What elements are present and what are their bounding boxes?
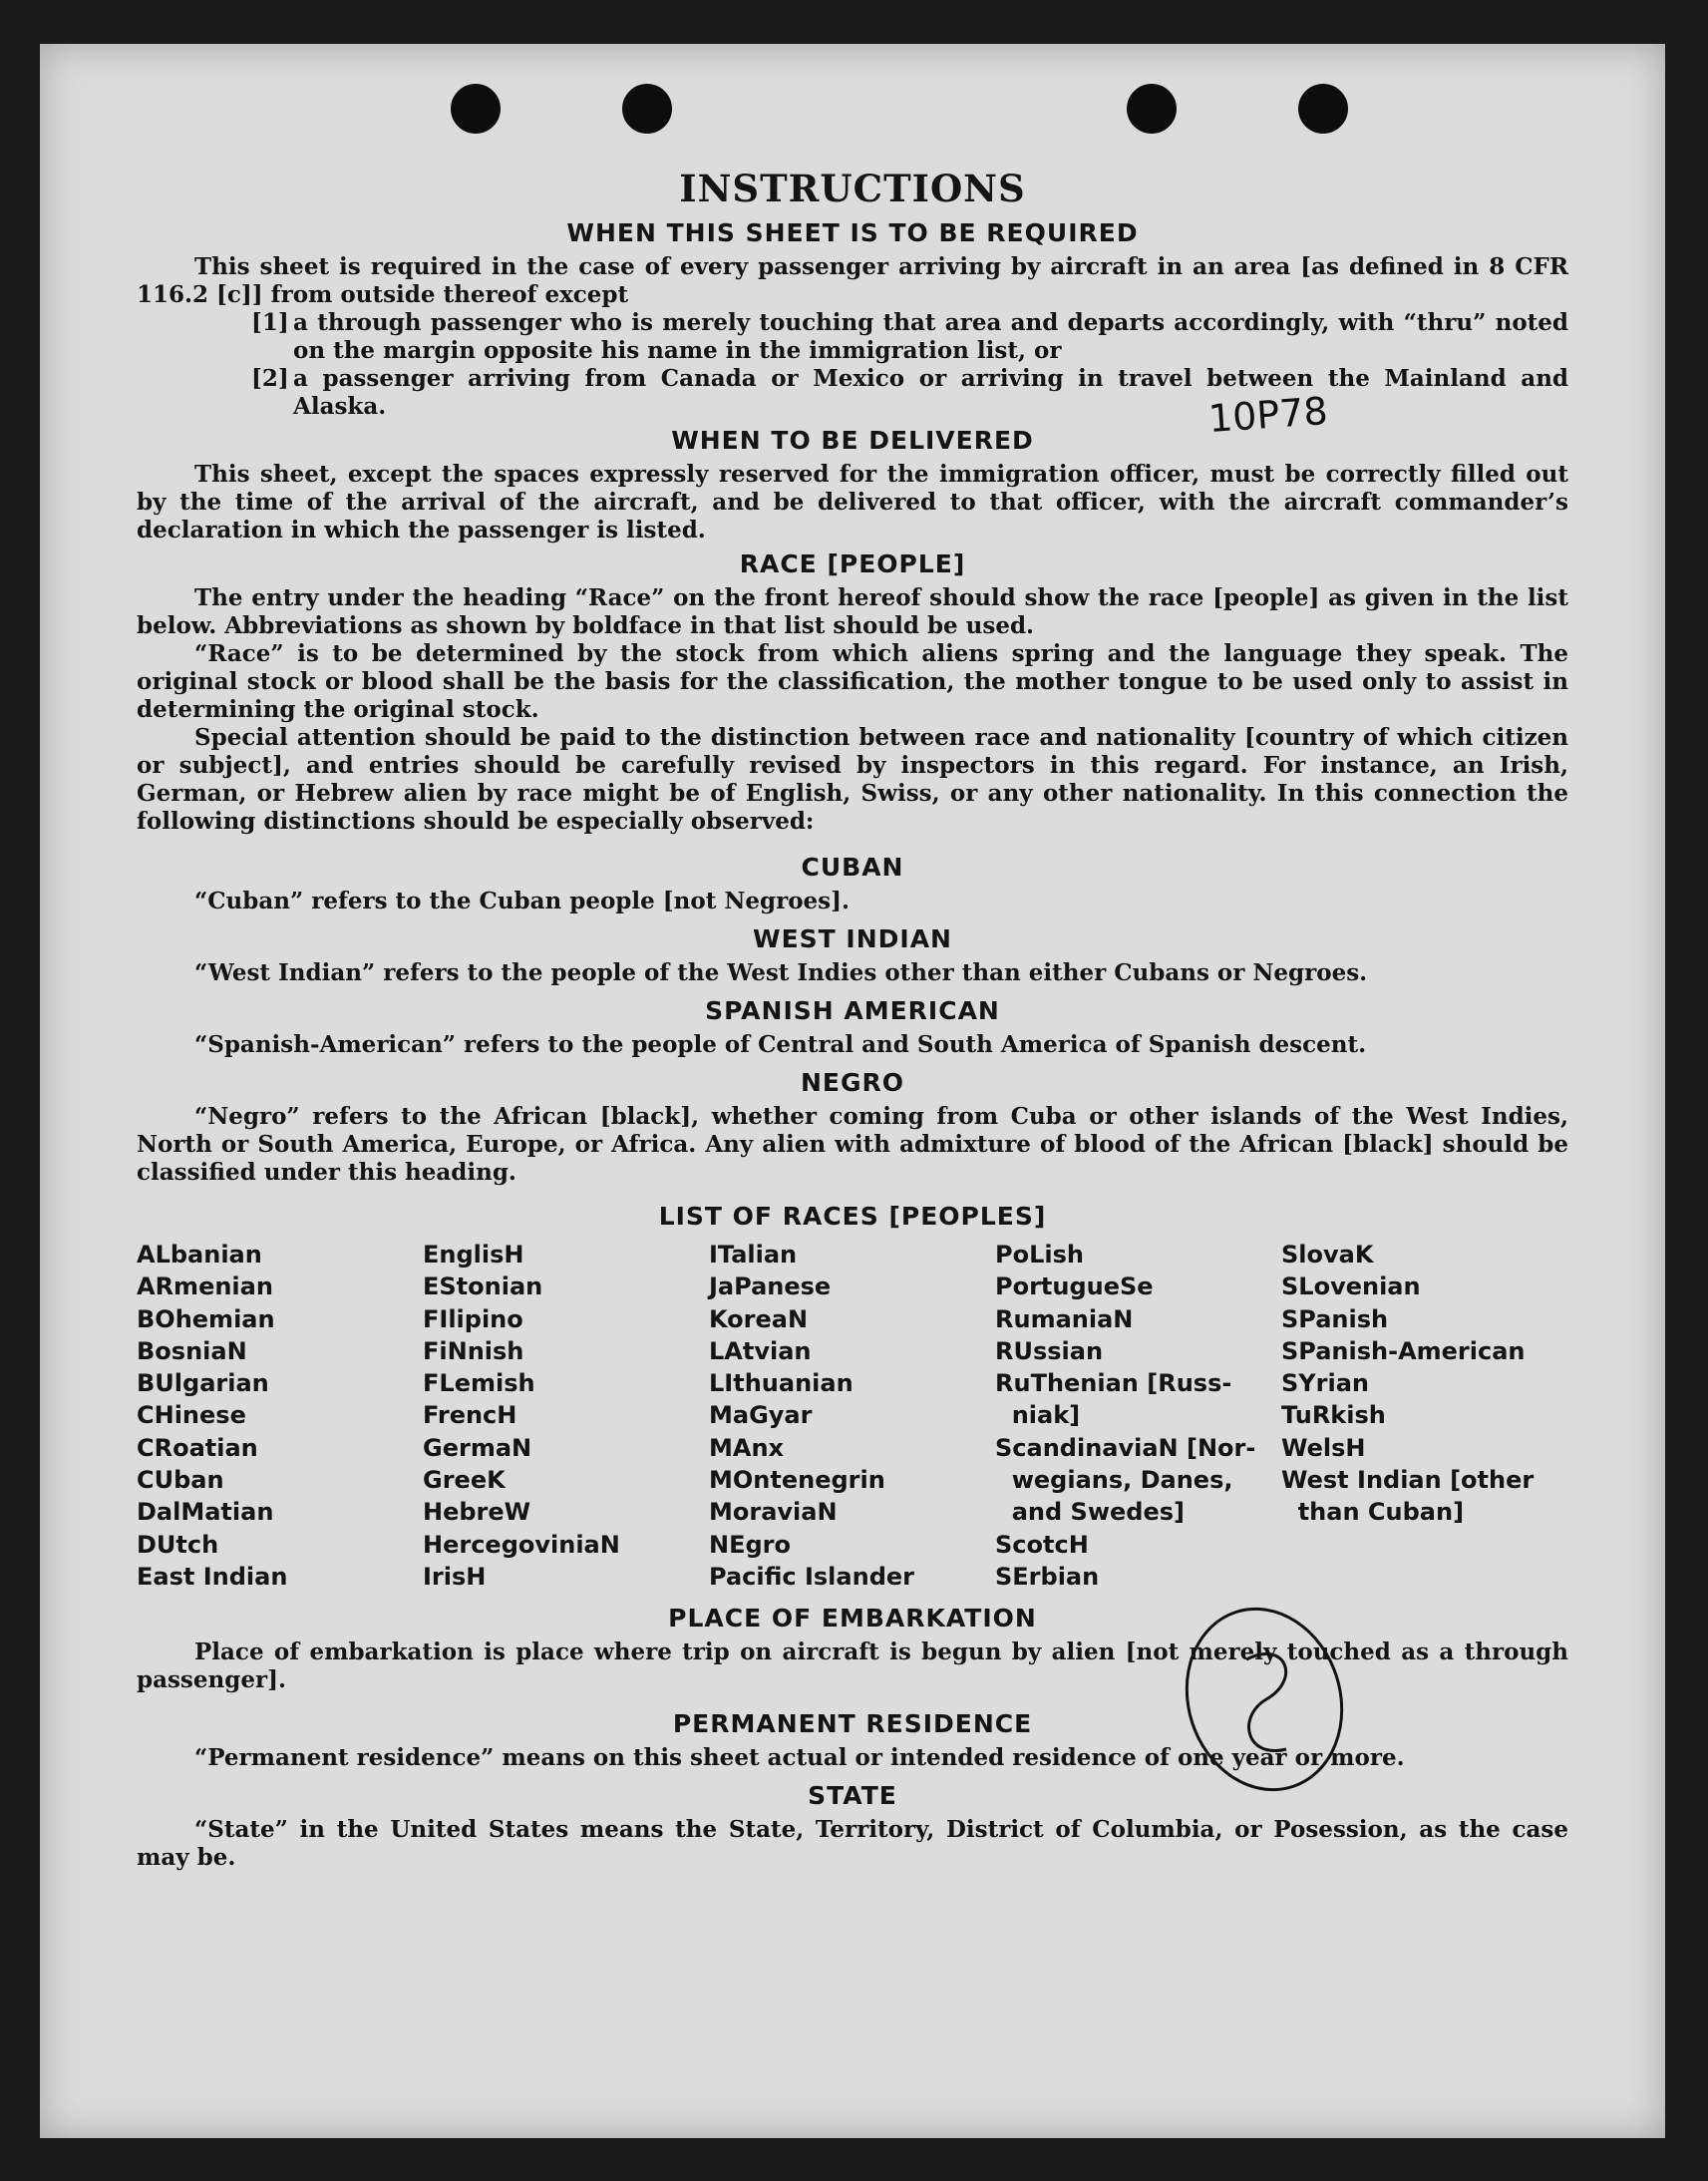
section-heading: STATE (808, 1781, 897, 1811)
race-entry: FLemish (423, 1369, 535, 1398)
race-entry: ARmenian (137, 1272, 273, 1301)
paragraph: “State” in the United States means the State, Territory, District of Columbia, or Posession, as the case may be. (137, 1816, 1568, 1872)
section-heading: LIST OF RACES [PEOPLES] (658, 1202, 1047, 1231)
race-entry: LAtvian (709, 1336, 812, 1365)
list-item: [2] a passenger arriving from Canada or Mexico or arriving in travel between the Mainland and Alaska. (251, 365, 1568, 420)
punch-hole (622, 84, 672, 134)
race-entry: JaPanese (709, 1272, 832, 1301)
race-entry: MOntenegrin (709, 1466, 885, 1495)
race-entry: GermaN (423, 1433, 532, 1462)
race-entry: MoraviaN (709, 1498, 838, 1527)
race-entry: than Cuban] (1281, 1498, 1465, 1527)
race-entry: MAnx (709, 1433, 785, 1462)
punch-hole (1127, 84, 1177, 134)
race-column (995, 1239, 1281, 1593)
race-entry: DalMatian (137, 1498, 274, 1527)
section-heading: WHEN THIS SHEET IS TO BE REQUIRED (566, 218, 1139, 247)
race-entry: GreeK (423, 1466, 506, 1495)
paragraph: “West Indian” refers to the people of the West Indies other than either Cubans or Negroes. (194, 959, 1368, 986)
paragraph: Special attention should be paid to the distinction between race and nationality [country of which citizen or subject], and entries should be carefully revised by inspectors in this regard. For instance, an Irish, German, or Hebrew alien by race might be of English, Swiss, or any other nationality. In this connection the following distinctions should be especially observed: (137, 724, 1568, 835)
race-entry: FrencH (423, 1401, 517, 1430)
list-item: [1] a through passenger who is merely touching that area and departs accordingly, with “thru” noted on the margin opposite his name in the immigration list, or (251, 309, 1568, 364)
paragraph: The entry under the heading “Race” on the front hereof should show the race [people] as given in the list below. Abbreviations as shown by boldface in that list should be used. (137, 584, 1568, 639)
document-sheet (40, 44, 1665, 2138)
instructions-content (137, 164, 1568, 1872)
race-entry: SlovaK (1281, 1241, 1374, 1269)
race-entry: NEgro (709, 1530, 791, 1559)
race-entry: SYrian (1281, 1369, 1370, 1398)
section-heading: CUBAN (801, 853, 904, 882)
race-entry: CRoatian (137, 1433, 258, 1462)
paragraph: “Permanent residence” means on this sheet actual or intended residence of one year or more. (194, 1744, 1405, 1772)
punch-hole (451, 84, 501, 134)
race-entry: niak] (995, 1401, 1081, 1430)
race-entry: PoLish (995, 1241, 1084, 1269)
race-column (1281, 1239, 1568, 1593)
race-entry: EnglisH (423, 1241, 524, 1269)
race-column (709, 1239, 995, 1593)
race-entry: PortugueSe (995, 1272, 1154, 1301)
section-heading: PLACE OF EMBARKATION (668, 1604, 1037, 1634)
race-entry: FiNnish (423, 1336, 524, 1365)
race-entry: BOhemian (137, 1304, 275, 1333)
race-column (423, 1239, 709, 1593)
section-heading: WEST INDIAN (753, 924, 952, 953)
race-entry: ITalian (709, 1241, 798, 1269)
race-entry: FIlipino (423, 1304, 523, 1333)
race-entry: RumaniaN (995, 1304, 1134, 1333)
paragraph: This sheet, except the spaces expressly reserved for the immigration officer, must be correctly filled out by the time of the arrival of the aircraft, and be delivered to that officer, with the aircraft commander’s declaration in which the passenger is listed. (137, 461, 1568, 544)
race-entry: DUtch (137, 1530, 219, 1559)
race-list (137, 1239, 1568, 1593)
race-entry: LIthuanian (709, 1369, 854, 1398)
race-entry: IrisH (423, 1562, 487, 1591)
race-entry: ScandinaviaN [Nor- (995, 1433, 1256, 1462)
section-heading: PERMANENT RESIDENCE (672, 1709, 1033, 1739)
race-entry: CHinese (137, 1401, 246, 1430)
race-entry: SPanish-American (1281, 1336, 1526, 1365)
race-entry: SLovenian (1281, 1272, 1421, 1301)
race-entry: CUban (137, 1466, 224, 1495)
race-entry: East Indian (137, 1562, 288, 1591)
race-entry: HebreW (423, 1498, 531, 1527)
race-column (137, 1239, 423, 1593)
section-heading: SPANISH AMERICAN (705, 996, 1000, 1025)
race-entry: SPanish (1281, 1304, 1389, 1333)
page-title: INSTRUCTIONS (679, 167, 1026, 210)
race-entry: ALbanian (137, 1241, 262, 1269)
race-entry: ScotcH (995, 1530, 1089, 1559)
race-entry: and Swedes] (995, 1498, 1185, 1527)
race-entry: KoreaN (709, 1304, 809, 1333)
paragraph: “Spanish-American” refers to the people of Central and South America of Spanish descent. (194, 1031, 1367, 1058)
race-entry: EStonian (423, 1272, 543, 1301)
race-entry: TuRkish (1281, 1401, 1386, 1430)
section-heading: WHEN TO BE DELIVERED (671, 426, 1034, 455)
paragraph: This sheet is required in the case of every passenger arriving by aircraft in an area [as defined in 8 CFR 116.2 [c]] from outside thereof except (137, 253, 1568, 308)
race-entry: HercegoviniaN (423, 1530, 620, 1559)
paragraph: “Race” is to be determined by the stock from which aliens spring and the language they speak. The original stock or blood shall be the basis for the classification, the mother tongue to be used only to assist in determining the original stock. (137, 640, 1568, 723)
race-entry: BUlgarian (137, 1369, 269, 1398)
paragraph: “Cuban” refers to the Cuban people [not Negroes]. (194, 888, 851, 914)
race-entry: WelsH (1281, 1433, 1366, 1462)
race-entry: SErbian (995, 1562, 1100, 1591)
punch-hole (1298, 84, 1348, 134)
race-entry: West Indian [other (1281, 1466, 1535, 1495)
section-heading: NEGRO (800, 1068, 905, 1097)
handwritten-page-number: 10P78 (1206, 388, 1330, 442)
race-entry: RuThenian [Russ- (995, 1369, 1232, 1398)
paragraph: “Negro” refers to the African [black], whether coming from Cuba or other islands of the West Indies, North or South America, Europe, or Africa. Any alien with admixture of blood of the African [black] should be classified under this heading. (137, 1103, 1568, 1186)
race-entry: Pacific Islander (709, 1562, 914, 1591)
race-entry: MaGyar (709, 1401, 813, 1430)
paragraph: Place of embarkation is place where trip on aircraft is begun by alien [not merely touched as a through passenger]. (137, 1638, 1568, 1694)
section-heading: RACE [PEOPLE] (739, 549, 966, 578)
race-entry: wegians, Danes, (995, 1466, 1233, 1495)
race-entry: BosniaN (137, 1336, 247, 1365)
race-entry: RUssian (995, 1336, 1104, 1365)
